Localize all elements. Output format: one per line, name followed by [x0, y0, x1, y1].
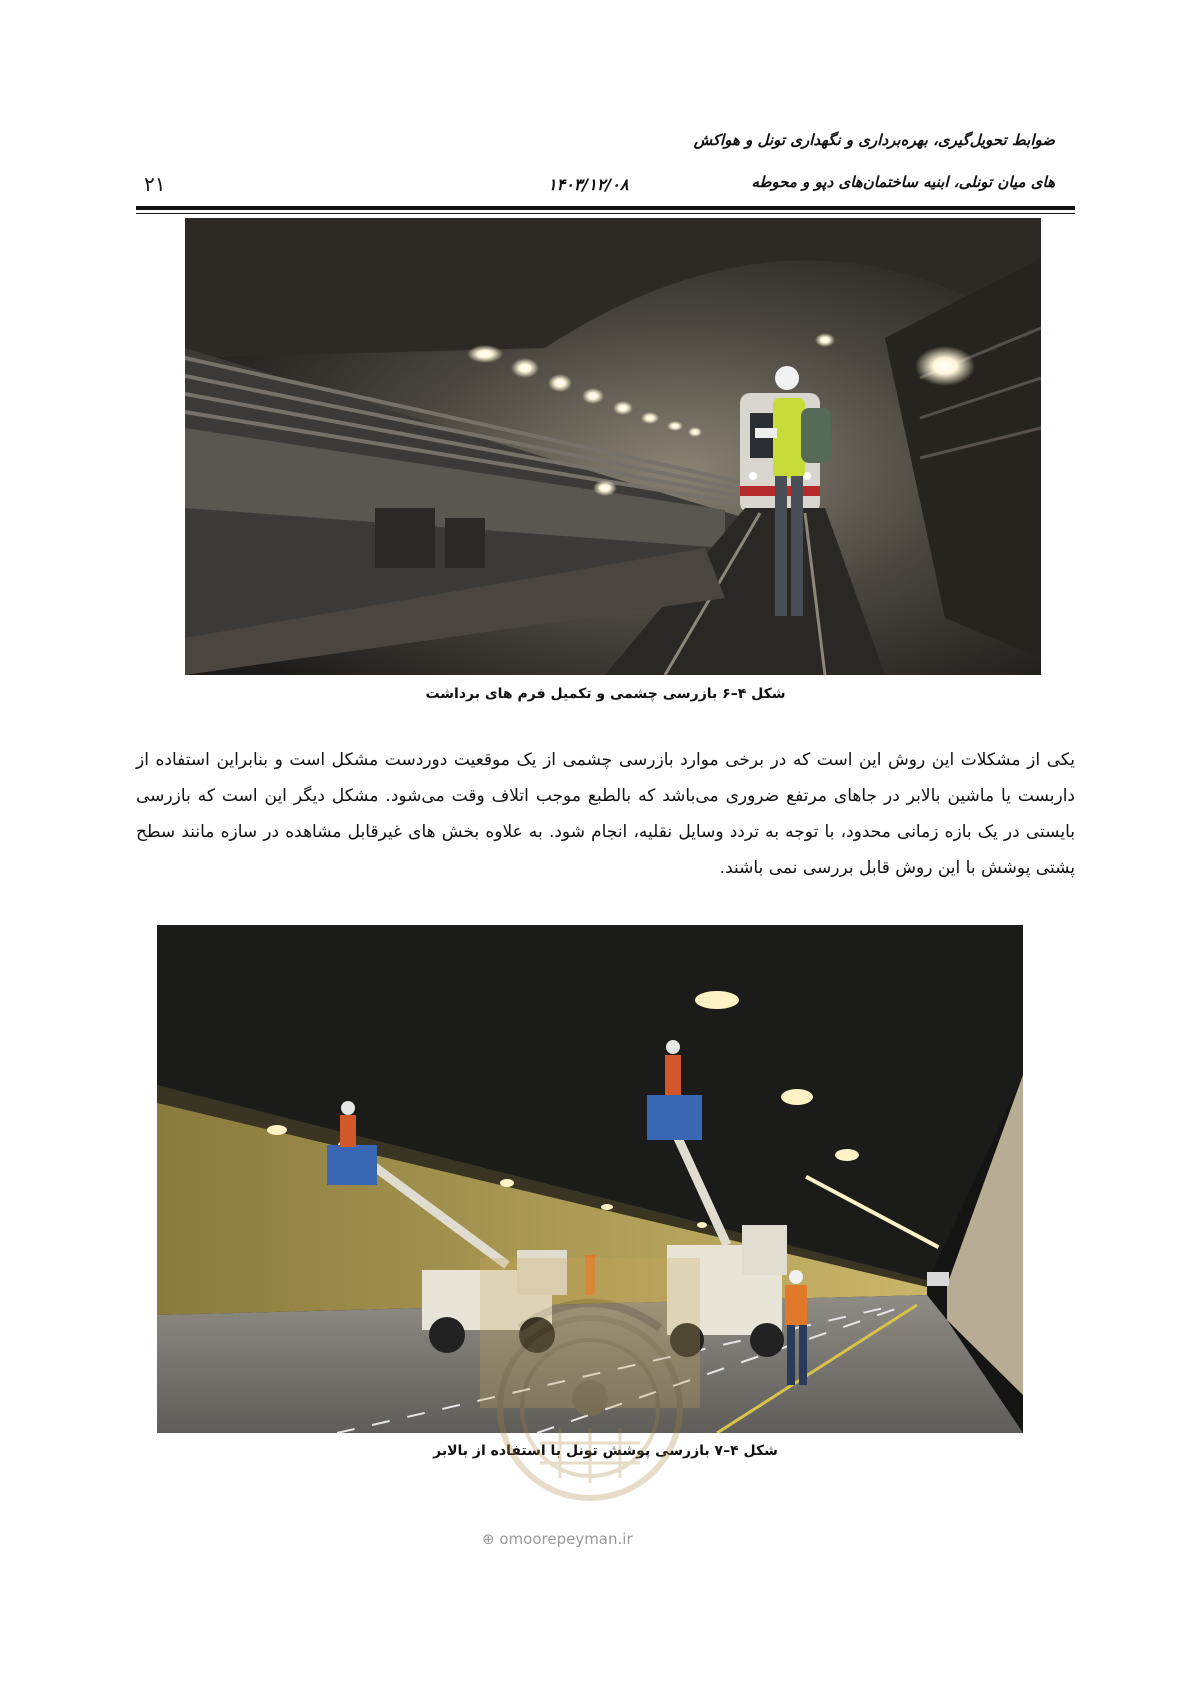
document-title-line-1: ضوابط تحویل‌گیری، بهره‌برداری و نگهداری تونل و هواکش [693, 131, 1055, 149]
figure-2-caption: شکل ۴–۷ بازرسی پوشش تونل با استفاده از بالابر [433, 1443, 778, 1459]
document-title-line-2: های میان تونلی، ابنیه ساختمان‌های دپو و محوطه [751, 173, 1055, 191]
header-rule-thick [136, 206, 1075, 210]
figure-1-photo [185, 218, 1041, 675]
watermark-url [482, 1530, 633, 1548]
figure-1-caption: شکل ۴–۶ بازرسی چشمی و تکمیل فرم های برداشت [425, 686, 786, 702]
page-number: ۲۱ [144, 172, 166, 196]
document-date: ۱۴۰۳/۱۲/۰۸ [548, 175, 629, 194]
header-rule-thin [136, 213, 1075, 214]
watermark-logo [480, 1258, 700, 1508]
watermark-url-text: omoorepeyman.ir [499, 1530, 633, 1548]
globe-icon: ⊕ [482, 1530, 495, 1548]
body-paragraph: یکی از مشکلات این روش این است که در برخی موارد بازرسی چشمی از یک موقعیت دوردست مشکل است و بنابراین استفاده از داربست یا ماشین بالابر در جاهای مرتفع ضروری می‌باشد که بالطبع موجب اتلاف وقت می‌شود. مشکل دیگر این است که بازرسی بایستی در یک بازه زمانی محدود، با توجه به تردد وسایل نقلیه، انجام شود. به علاوه بخش های غیرقابل مشاهده در سازه مانند سطح پشتی پوشش با این روش قابل بررسی نمی باشند. [136, 750, 1075, 878]
